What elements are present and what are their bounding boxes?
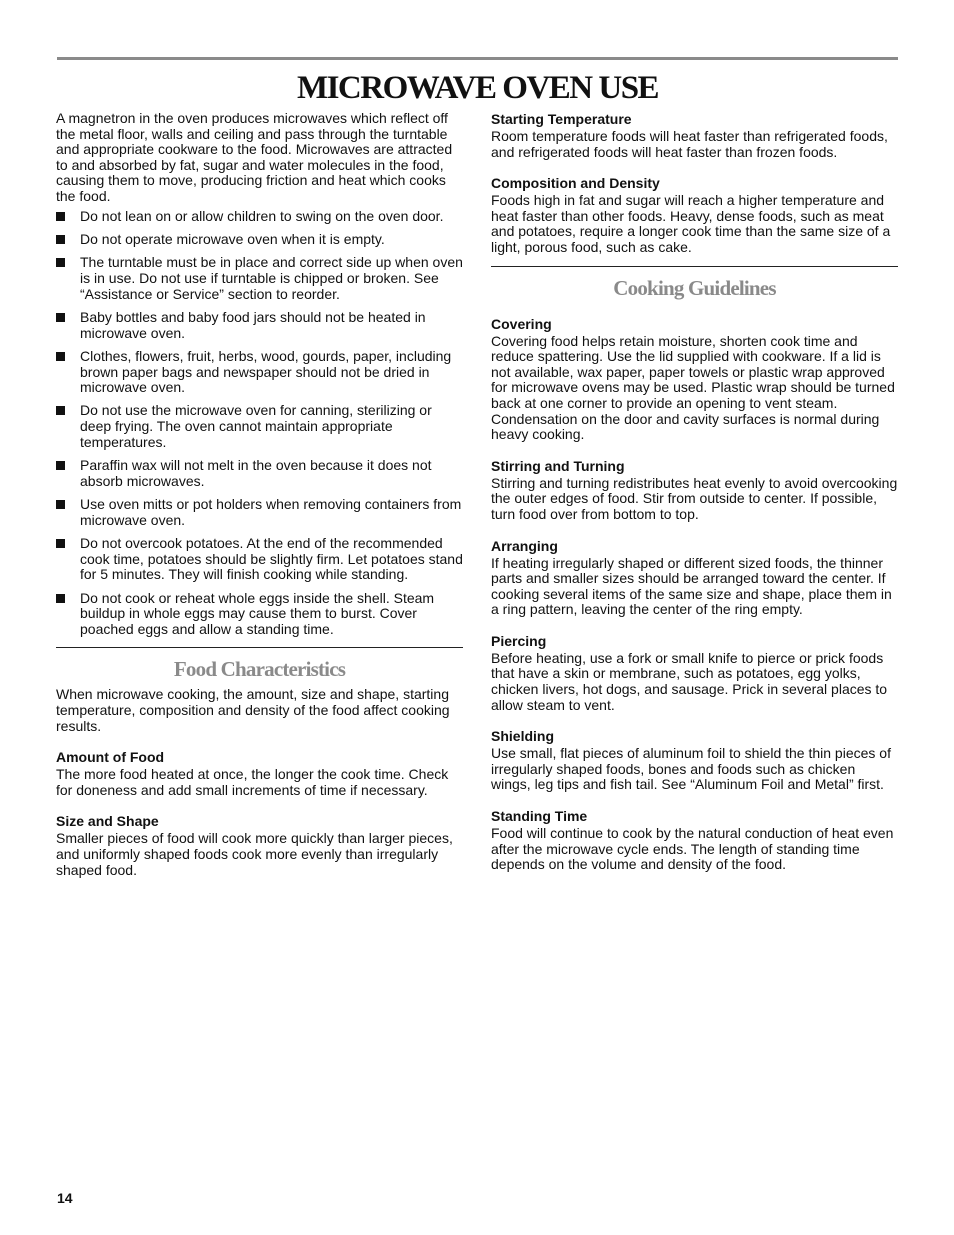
bullet-text: The turntable must be in place and correct side up when oven is in use. Do not use if turntable is chipped or broken. See “Assistance or Service” section to reorder. [80,254,463,302]
bullet-item [56,232,463,248]
piercing-heading: Piercing [491,632,547,649]
square-bullet-icon [56,313,65,322]
bullet-text: Baby bottles and baby food jars should not be heated in microwave oven. [80,308,426,341]
standing-time-text: Food will continue to cook by the natural conduction of heat even after the microwave cycle ends. The length of standing time depends on the volume and density of the food. [491,825,894,873]
bullet-text: Use oven mitts or pot holders when removing containers from microwave oven. [80,496,462,528]
bullet-item [56,209,463,225]
intro-paragraph: A magnetron in the oven produces microwaves which reflect off the metal floor, walls and ceiling and pass through the turntable and appropriate cookware to the food. Microwaves are attracted to and absorbed by fat, sugar and water molecules in the food, causing them to move, producing friction and heat which cooks the food. [56,110,453,204]
bullet-item [56,591,463,638]
starting-temperature-heading: Starting Temperature [491,111,632,127]
arranging-heading: Arranging [491,537,558,554]
size-and-shape-heading: Size and Shape [56,813,159,830]
covering-heading: Covering [491,315,552,332]
stirring-turning-text: Stirring and turning redistributes heat evenly to avoid overcooking the outer edges of food. Stir from outside to center. If possible, turn food over from bottom to top. [491,474,898,522]
square-bullet-icon [56,461,65,470]
stirring-turning-heading: Stirring and Turning [491,457,625,474]
page-title: MICROWAVE OVEN USE [296,70,659,106]
bullet-item [56,497,463,528]
starting-temperature-text: Room temperature foods will heat faster than refrigerated foods, and refrigerated foods will heat faster than frozen foods. [491,128,888,160]
square-bullet-icon [56,406,65,415]
piercing-text: Before heating, use a fork or small knife to pierce or prick foods that have a skin or membrane, such as potatoes, egg yolks, chicken livers, hot dogs, and sausage. Prick in several places to allow steam to vent. [491,649,888,713]
bullet-text: Do not overcook potatoes. At the end of the recommended cook time, potatoes should be slightly firm. Let potatoes stand for 5 minutes. They will finish cooking while standing. [80,535,463,583]
square-bullet-icon [56,352,65,361]
shielding-heading: Shielding [491,728,554,745]
covering-text: Covering food helps retain moisture, shorten cook time and reduce spattering. Use the lid supplied with cookware. If a lid is not available, wax paper, paper towels or plastic wrap approved for microwave ovens may be used. Plastic wrap should be turned back at one corner to provide an opening to vent steam. Condensation on the door and cavity surfaces is normal during heavy cooking. [491,332,895,443]
square-bullet-icon [56,539,65,548]
bullet-item [56,536,463,583]
square-bullet-icon [56,212,65,221]
bullet-item [56,255,463,302]
section-divider [491,266,898,267]
cooking-guidelines-heading: Cooking Guidelines [613,275,776,300]
amount-of-food-heading: Amount of Food [56,749,165,766]
bullet-text: Do not cook or reheat whole eggs inside the shell. Steam buildup in whole eggs may cause them to burst. Cover poached eggs and allow a standing time. [80,589,435,637]
square-bullet-icon [56,235,65,244]
bullet-text: Clothes, flowers, fruit, herbs, wood, gourds, paper, including brown paper bags and newspaper should not be dried in microwave oven. [80,347,452,396]
bullet-item [56,349,463,396]
bullet-item [56,403,463,450]
square-bullet-icon [56,258,65,267]
amount-of-food-text: The more food heated at once, the longer the cook time. Check for doneness and add small increments of time if necessary. [56,766,449,798]
food-characteristics-heading: Food Characteristics [173,657,346,682]
page-number: 14 [57,1190,73,1206]
size-and-shape-text: Smaller pieces of food will cook more quickly than larger pieces, and uniformly shaped foods cook more evenly than irregularly shaped food. [56,830,453,878]
composition-density-text: Foods high in fat and sugar will reach a higher temperature and heat faster than other foods. Heavy, dense foods, such as meat and potatoes, require a longer cook time than the same size of a light, porous food, such as cake. [491,192,891,255]
food-characteristics-intro: When microwave cooking, the amount, size and shape, starting temperature, composition and density of the food affect cooking results. [56,686,450,734]
bullet-item [56,310,463,341]
left-column [56,111,463,878]
safety-bullet-list [56,209,463,638]
standing-time-heading: Standing Time [491,808,588,825]
bullet-text: Paraffin wax will not melt in the oven because it does not absorb microwaves. [80,457,432,489]
shielding-text: Use small, flat pieces of aluminum foil to shield the thin pieces of irregularly shaped foods, bones and foods such as chicken wings, leg tips and fish tail. See “Aluminum Foil and Metal” first. [491,745,891,793]
square-bullet-icon [56,594,65,603]
composition-density-heading: Composition and Density [491,175,660,192]
bullet-text: Do not lean on or allow children to swing on the oven door. [80,207,444,224]
bullet-text: Do not use the microwave oven for canning, sterilizing or deep frying. The oven cannot maintain appropriate temperatures. [80,402,432,450]
section-divider [56,647,463,648]
arranging-text: If heating irregularly shaped or different sized foods, the thinner parts and smaller sizes should be arranged toward the center. If cooking several items of the same size and shape, place them in a ring pattern, leaving the center of the ring empty. [491,554,892,618]
square-bullet-icon [56,500,65,509]
right-column [491,111,898,873]
top-rule [57,57,898,60]
bullet-text: Do not operate microwave oven when it is empty. [80,230,385,247]
bullet-item [56,458,463,489]
